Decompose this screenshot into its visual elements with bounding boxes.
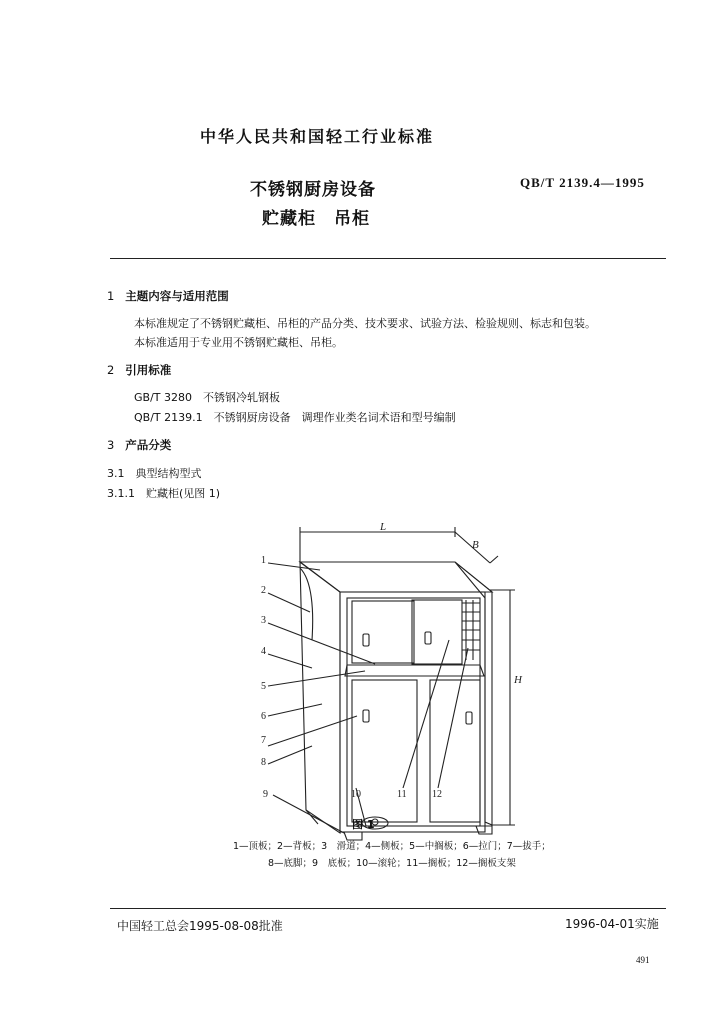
callout-12: 12 xyxy=(432,789,442,800)
section-2-number: 2 xyxy=(107,363,115,377)
reference-1: GB/T 3280 不锈钢冷轧钢板 xyxy=(134,391,280,404)
dimension-label-length: L xyxy=(380,521,387,533)
standard-title-line2: 贮藏柜 吊柜 xyxy=(262,209,370,229)
dimension-label-depth: B xyxy=(472,539,479,551)
section-1-paragraph-2: 本标准适用于专业用不锈钢贮藏柜、吊柜。 xyxy=(134,336,343,349)
dimension-label-height: H xyxy=(514,674,522,686)
approval-date: 中国轻工总会1995-08-08批准 xyxy=(117,919,283,933)
standard-title-line1: 不锈钢厨房设备 xyxy=(250,180,376,200)
subsection-3-1-1: 3.1.1 贮藏柜(见图 1) xyxy=(107,487,221,500)
issuing-organization: 中华人民共和国轻工行业标准 xyxy=(200,127,435,146)
subsection-3-1: 3.1 典型结构型式 xyxy=(107,467,202,480)
figure-caption: 图 1 xyxy=(352,818,375,831)
reference-2: QB/T 2139.1 不锈钢厨房设备 调理作业类名词术语和型号编制 xyxy=(134,411,456,424)
footer-rule xyxy=(110,908,666,909)
section-1-paragraph-1: 本标准规定了不锈钢贮藏柜、吊柜的产品分类、技术要求、试验方法、检验规则、标志和包装。 xyxy=(134,317,596,330)
callout-9: 9 xyxy=(263,789,268,800)
figure-legend-line-2: 8—底脚；9 底板；10—滚轮；11—搁板；12—搁板支架 xyxy=(268,858,516,869)
callout-6: 6 xyxy=(261,711,266,722)
callout-11: 11 xyxy=(397,789,407,800)
callout-8: 8 xyxy=(261,757,266,768)
effective-date: 1996-04-01实施 xyxy=(565,917,659,931)
figure-legend-line-1: 1—顶板；2—背板；3 滑道；4—侧板；5—中搁板；6—拉门；7—拔手； xyxy=(233,841,551,852)
callout-10: 10 xyxy=(351,789,361,800)
callout-4: 4 xyxy=(261,646,266,657)
standard-code: QB/T 2139.4—1995 xyxy=(520,175,645,190)
section-3-number: 3 xyxy=(107,438,115,452)
callout-2: 2 xyxy=(261,585,266,596)
callout-7: 7 xyxy=(261,735,266,746)
callout-1: 1 xyxy=(261,555,266,566)
section-2-title: 引用标准 xyxy=(125,363,172,377)
section-3-title: 产品分类 xyxy=(125,438,172,452)
callout-5: 5 xyxy=(261,681,266,692)
section-1-number: 1 xyxy=(107,289,115,303)
section-1-title: 主题内容与适用范围 xyxy=(125,289,229,303)
page-number: 491 xyxy=(636,955,650,965)
callout-3: 3 xyxy=(261,615,266,626)
